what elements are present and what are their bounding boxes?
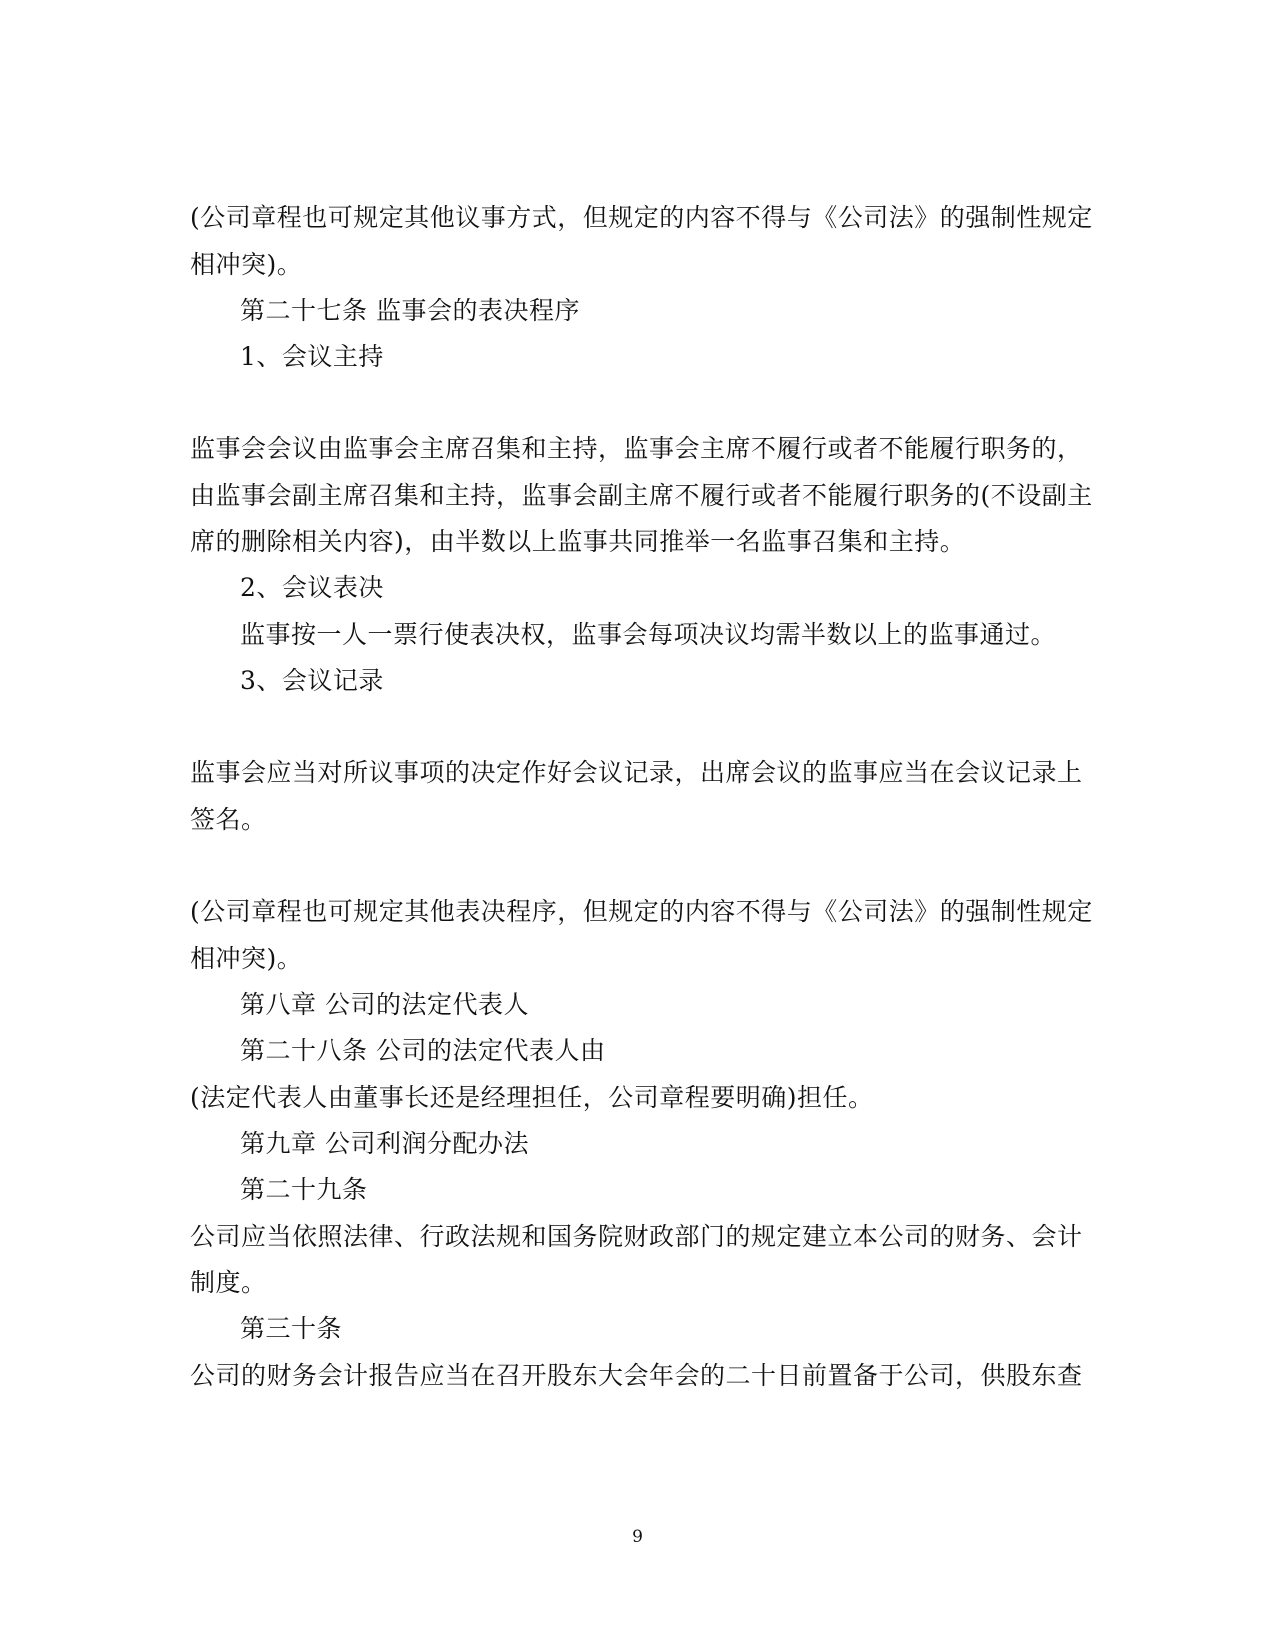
paragraph-line: 由监事会副主席召集和主持，监事会副主席不履行或者不能履行职务的(不设副主 bbox=[190, 481, 1093, 510]
paragraph-line: 相冲突)。 bbox=[190, 944, 303, 973]
paragraph-line: 监事会会议由监事会主席召集和主持，监事会主席不履行或者不能履行职务的， bbox=[190, 434, 1083, 463]
paragraph-line: (公司章程也可规定其他议事方式，但规定的内容不得与《公司法》的强制性规定 bbox=[190, 203, 1093, 232]
paragraph-line: 签名。 bbox=[190, 805, 267, 834]
chapter-heading: 第九章 公司利润分配办法 bbox=[240, 1129, 529, 1158]
paragraph-line: (法定代表人由董事长还是经理担任，公司章程要明确)担任。 bbox=[190, 1083, 874, 1112]
article-heading: 第二十七条 监事会的表决程序 bbox=[240, 296, 580, 325]
article-heading: 第二十八条 公司的法定代表人由 bbox=[240, 1036, 606, 1065]
paragraph-line: 监事会应当对所议事项的决定作好会议记录，出席会议的监事应当在会议记录上 bbox=[190, 758, 1083, 787]
paragraph-line: 公司应当依照法律、行政法规和国务院财政部门的规定建立本公司的财务、会计 bbox=[190, 1222, 1083, 1251]
paragraph-line: (公司章程也可规定其他表决程序，但规定的内容不得与《公司法》的强制性规定 bbox=[190, 897, 1093, 926]
item-heading: 1、会议主持 bbox=[240, 342, 384, 371]
article-heading: 第三十条 bbox=[240, 1314, 343, 1343]
paragraph-line: 监事按一人一票行使表决权，监事会每项决议均需半数以上的监事通过。 bbox=[240, 620, 1057, 649]
item-heading: 2、会议表决 bbox=[240, 573, 384, 602]
article-heading: 第二十九条 bbox=[240, 1175, 368, 1204]
item-heading: 3、会议记录 bbox=[240, 666, 384, 695]
paragraph-line: 制度。 bbox=[190, 1268, 267, 1297]
paragraph-line: 公司的财务会计报告应当在召开股东大会年会的二十日前置备于公司，供股东查 bbox=[190, 1361, 1083, 1390]
paragraph-line: 席的删除相关内容)，由半数以上监事共同推举一名监事召集和主持。 bbox=[190, 527, 966, 556]
page-number: 9 bbox=[632, 1527, 643, 1547]
paragraph-line: 相冲突)。 bbox=[190, 250, 303, 279]
chapter-heading: 第八章 公司的法定代表人 bbox=[240, 990, 529, 1019]
